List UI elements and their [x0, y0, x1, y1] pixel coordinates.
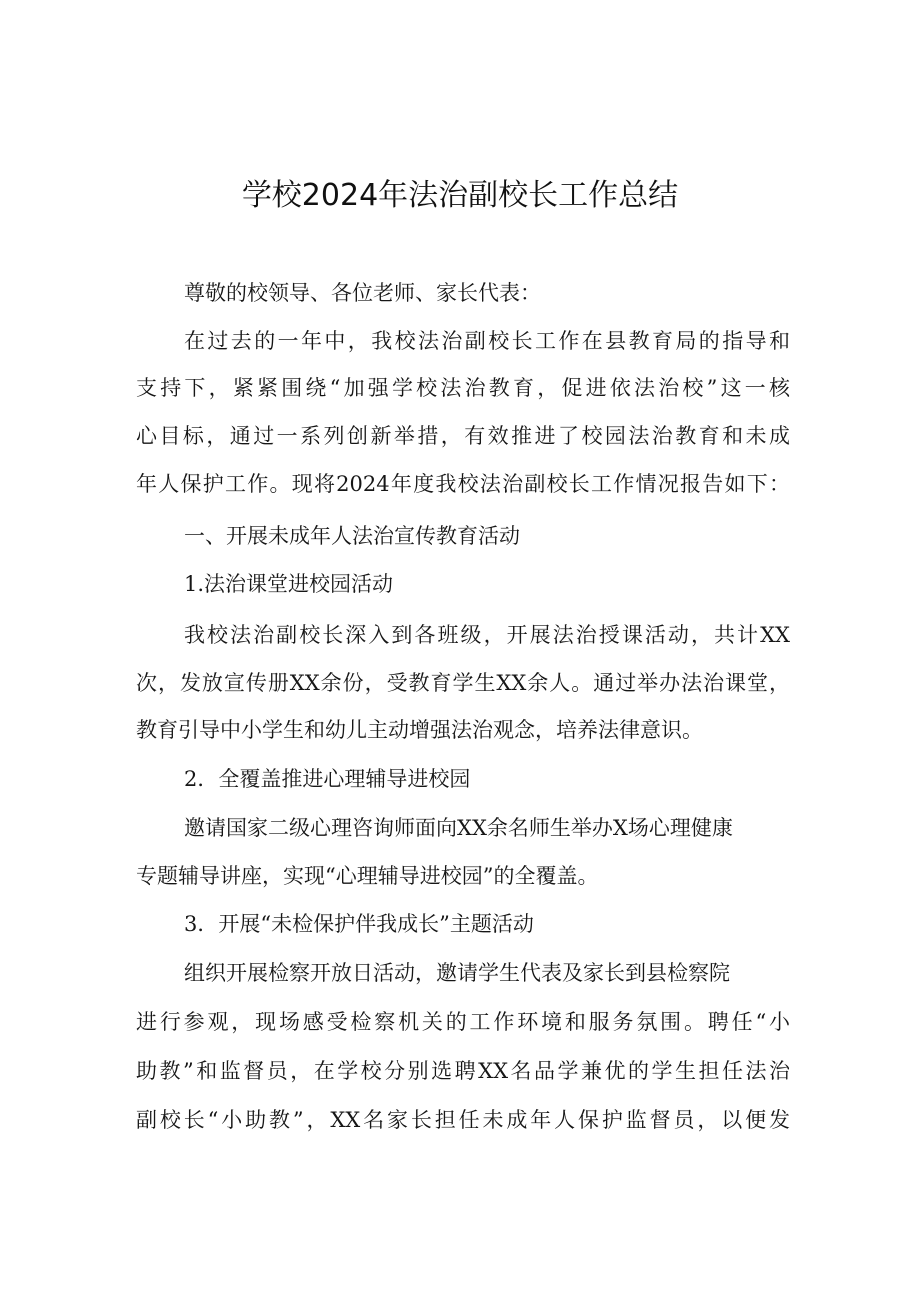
paragraph-line: 年人保护工作。现将2024年度我校法治副校长工作情况报告如下：: [136, 472, 790, 496]
paragraph-line: 我校法治副校长深入到各班级，开展法治授课活动，共计XX: [184, 623, 790, 647]
paragraph-line: 教育引导中小学生和幼儿主动增强法治观念，培养法律意识。: [136, 718, 703, 742]
document-title: 学校2024年法治副校长工作总结: [241, 178, 679, 213]
paragraph-line: 专题辅导讲座，实现“心理辅导进校园”的全覆盖。: [136, 864, 599, 888]
subsection-heading: 2．全覆盖推进心理辅导进校园: [184, 767, 471, 791]
paragraph-line: 次，发放宣传册XX余份，受教育学生XX余人。通过举办法治课堂，: [136, 671, 790, 695]
paragraph-line: 副校长“小助教”，XX名家长担任未成年人保护监督员，以便发: [136, 1108, 790, 1132]
paragraph-line: 邀请国家二级心理咨询师面向XX余名师生举办X场心理健康: [184, 816, 733, 840]
paragraph-line: 助教”和监督员，在学校分别选聘XX名品学兼优的学生担任法治: [136, 1059, 790, 1083]
subsection-heading: 3．开展“未检保护伴我成长”主题活动: [184, 912, 534, 936]
subsection-heading: 1.法治课堂进校园活动: [184, 572, 394, 596]
paragraph-line: 支持下，紧紧围绕“加强学校法治教育，促进依法治校”这一核: [136, 376, 790, 400]
paragraph-line: 组织开展检察开放日活动，邀请学生代表及家长到县检察院: [184, 961, 730, 985]
section-heading: 一、开展未成年人法治宣传教育活动: [184, 524, 520, 548]
paragraph-line: 心目标，通过一系列创新举措，有效推进了校园法治教育和未成: [136, 424, 790, 448]
salutation: 尊敬的校领导、各位老师、家长代表：: [184, 281, 541, 305]
paragraph-line: 在过去的一年中，我校法治副校长工作在县教育局的指导和: [184, 329, 790, 353]
paragraph-line: 进行参观，现场感受检察机关的工作环境和服务氛围。聘任“小: [136, 1010, 790, 1034]
